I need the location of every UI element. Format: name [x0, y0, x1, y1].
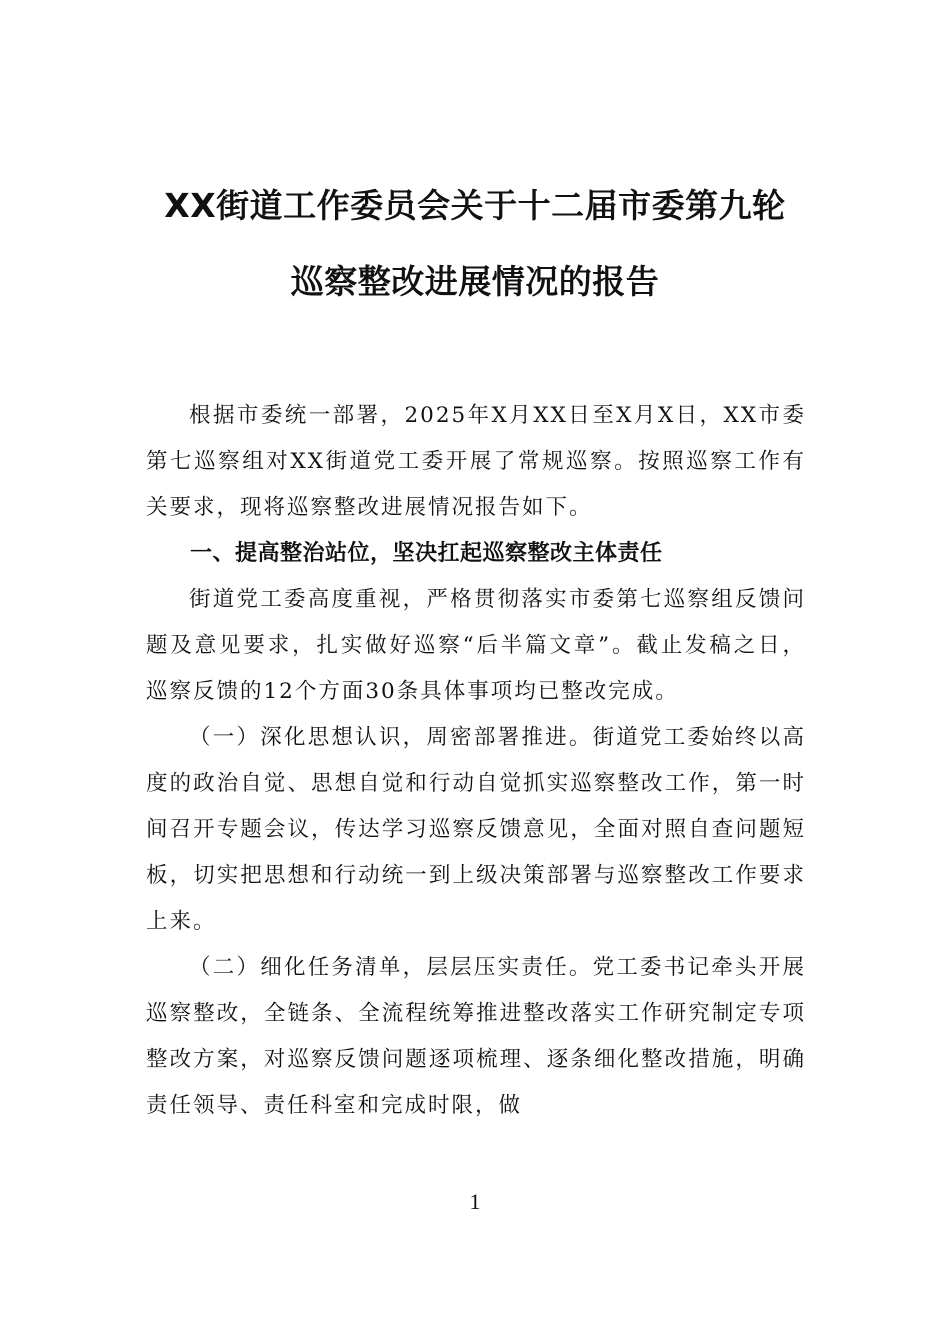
- document-title: [120, 168, 830, 320]
- document-body: [146, 393, 806, 1129]
- section-heading-1: 一、提高整治站位，坚决扛起巡察整改主体责任: [190, 541, 663, 566]
- intro-paragraph: 根据市委统一部署，2025年X月XX日至X月X日，XX市委第七巡察组对XX街道党工委开展了常规巡察。按照巡察工作有关要求，现将巡察整改进展情况报告如下。: [146, 403, 806, 520]
- title-line-2: 巡察整改进展情况的报告: [290, 262, 660, 301]
- subsection-2-paragraph: （二）细化任务清单，层层压实责任。党工委书记牵头开展巡察整改，全链条、全流程统筹推进整改落实工作研究制定专项整改方案，对巡察反馈问题逐项梳理、逐条细化整改措施，明确责任领导、责任科室和完成时限，做: [146, 955, 806, 1118]
- page-number: 1: [469, 1189, 481, 1214]
- section-1-paragraph: 街道党工委高度重视，严格贯彻落实市委第七巡察组反馈问题及意见要求，扎实做好巡察“后半篇文章”。截止发稿之日，巡察反馈的12个方面30条具体事项均已整改完成。: [146, 587, 806, 704]
- subsection-1-paragraph: （一）深化思想认识，周密部署推进。街道党工委始终以高度的政治自觉、思想自觉和行动自觉抓实巡察整改工作，第一时间召开专题会议，传达学习巡察反馈意见，全面对照自查问题短板，切实把思想和行动统一到上级决策部署与巡察整改工作要求上来。: [146, 725, 806, 934]
- title-line-1: XX街道工作委员会关于十二届市委第九轮: [164, 186, 786, 225]
